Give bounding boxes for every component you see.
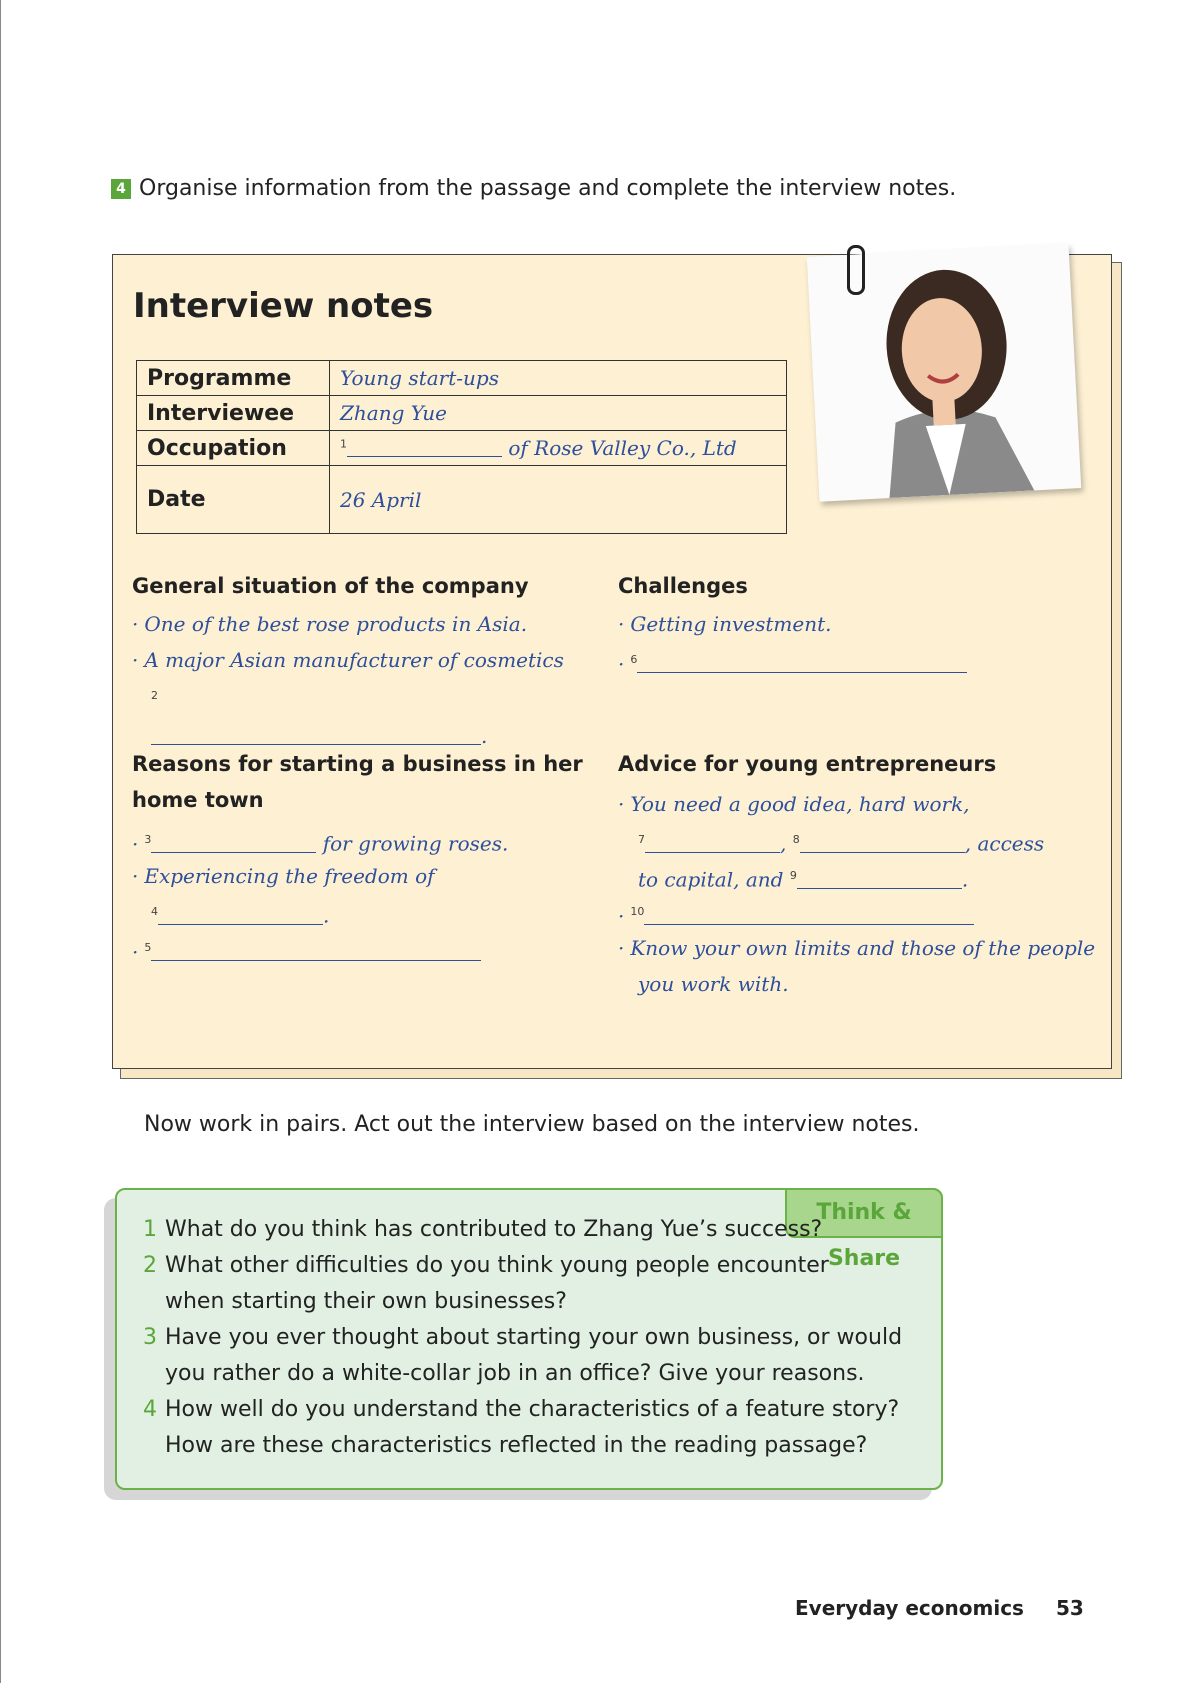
think-share-tab: Think & Share (785, 1188, 943, 1238)
task-number-badge: 4 (111, 179, 131, 199)
table-row (137, 431, 787, 466)
section-heading-challenges: Challenges (618, 574, 748, 598)
item-text: access (977, 831, 1045, 856)
item-text: Getting investment. (630, 612, 832, 636)
item-text: One of the best rose products in Asia. (144, 612, 528, 636)
row-value: Zhang Yue (330, 396, 787, 431)
question-item (143, 1392, 923, 1464)
blank-number: 4 (151, 905, 158, 918)
question-number: 4 (143, 1397, 157, 1422)
blank-3[interactable] (151, 834, 316, 853)
question-item (143, 1248, 923, 1320)
list-item: · A major Asian manufacturer of cosmetics (132, 648, 564, 672)
question-text: Have you ever thought about starting your own business, or would you rather do a white-collar job in an office? Give your reasons. (165, 1325, 903, 1386)
item-text: Experiencing the freedom of (144, 864, 435, 888)
row-label: Programme (137, 361, 330, 396)
row-label: Date (137, 466, 330, 534)
section-heading-advice: Advice for young entrepreneurs (618, 752, 997, 776)
blank-10[interactable] (644, 906, 974, 925)
item-text: for growing roses. (322, 831, 509, 856)
question-text: What other difficulties do you think young people encounter when starting their own businesses? (165, 1253, 829, 1314)
blank-4[interactable] (158, 906, 323, 925)
row-label: Interviewee (137, 396, 330, 431)
question-item (143, 1212, 923, 1248)
notes-title: Interview notes (133, 286, 434, 326)
list-item: · Know your own limits and those of the people (618, 936, 1096, 960)
row-value: 26 April (330, 466, 787, 534)
blank-item: $^4$ . (151, 903, 330, 928)
blank-item: to capital, and $^9$ . (638, 867, 969, 892)
list-item: · Experiencing the freedom of (132, 864, 435, 888)
row-value: Young start-ups (330, 361, 787, 396)
item-text: Know your own limits and those of the people (630, 936, 1096, 960)
blank-7[interactable] (645, 834, 780, 853)
section-heading-reasons: Reasons for starting a business in her (132, 752, 583, 776)
blank-9[interactable] (797, 870, 962, 889)
item-text: to capital, and (638, 867, 784, 892)
paperclip-icon (847, 245, 865, 295)
table-row (137, 396, 787, 431)
blank-number: 1 (340, 437, 347, 451)
section-heading-general: General situation of the company (132, 574, 529, 598)
question-text: What do you think has contributed to Zhang Yue’s success? (165, 1217, 823, 1242)
item-text: A major Asian manufacturer of cosmetics (144, 648, 564, 672)
page-number: 53 (1056, 1596, 1084, 1620)
blank-number: 6 (630, 653, 638, 666)
blank-number: 10 (630, 905, 645, 918)
table-row (137, 361, 787, 396)
list-item-cont: you work with. (638, 972, 789, 996)
list-item: · $^3$ for growing roses. (132, 831, 509, 856)
blank-1[interactable] (347, 438, 502, 457)
occupation-company: of Rose Valley Co., Ltd (508, 436, 737, 460)
question-number: 1 (143, 1217, 157, 1242)
interview-info-table (136, 360, 787, 534)
row-label: Occupation (137, 431, 330, 466)
list-item: · One of the best rose products in Asia. (132, 612, 528, 636)
blank-5[interactable] (151, 942, 481, 961)
instruction (111, 176, 956, 201)
section-heading-reasons-cont: home town (132, 788, 264, 812)
question-number: 3 (143, 1325, 157, 1350)
blank-2[interactable] (151, 726, 481, 745)
blank-number: 7 (638, 833, 645, 846)
table-row (137, 466, 787, 534)
blank-number: 9 (789, 869, 797, 882)
list-item: · You need a good idea, hard work, (618, 792, 970, 816)
item-text: You need a good idea, hard work, (630, 792, 970, 816)
row-value (330, 431, 787, 466)
question-item (143, 1320, 923, 1392)
question-number: 2 (143, 1253, 157, 1278)
list-item: · Getting investment. (618, 612, 832, 636)
question-text: How well do you understand the characteristics of a feature story? How are these characteristics reflected in the reading passage? (165, 1397, 900, 1458)
blank-item: · $^{10}$ (618, 894, 974, 930)
blank-number: 8 (792, 833, 800, 846)
blank-item: $^2$ . (151, 689, 488, 748)
blank-item: · $^5$ (132, 930, 481, 966)
blank-number: 3 (144, 833, 152, 846)
footer-unit: Everyday economics (795, 1596, 1024, 1620)
blank-item: · $^6$ (618, 642, 967, 678)
blank-8[interactable] (800, 834, 965, 853)
instruction-text: Organise information from the passage and complete the interview notes. (139, 176, 957, 201)
blank-number: 2 (151, 689, 158, 702)
blank-number: 5 (144, 941, 152, 954)
pairs-instruction: Now work in pairs. Act out the interview based on the interview notes. (144, 1112, 920, 1137)
blank-6[interactable] (637, 654, 967, 673)
blank-item: $^7$ , $^8$ , access (638, 831, 1045, 856)
